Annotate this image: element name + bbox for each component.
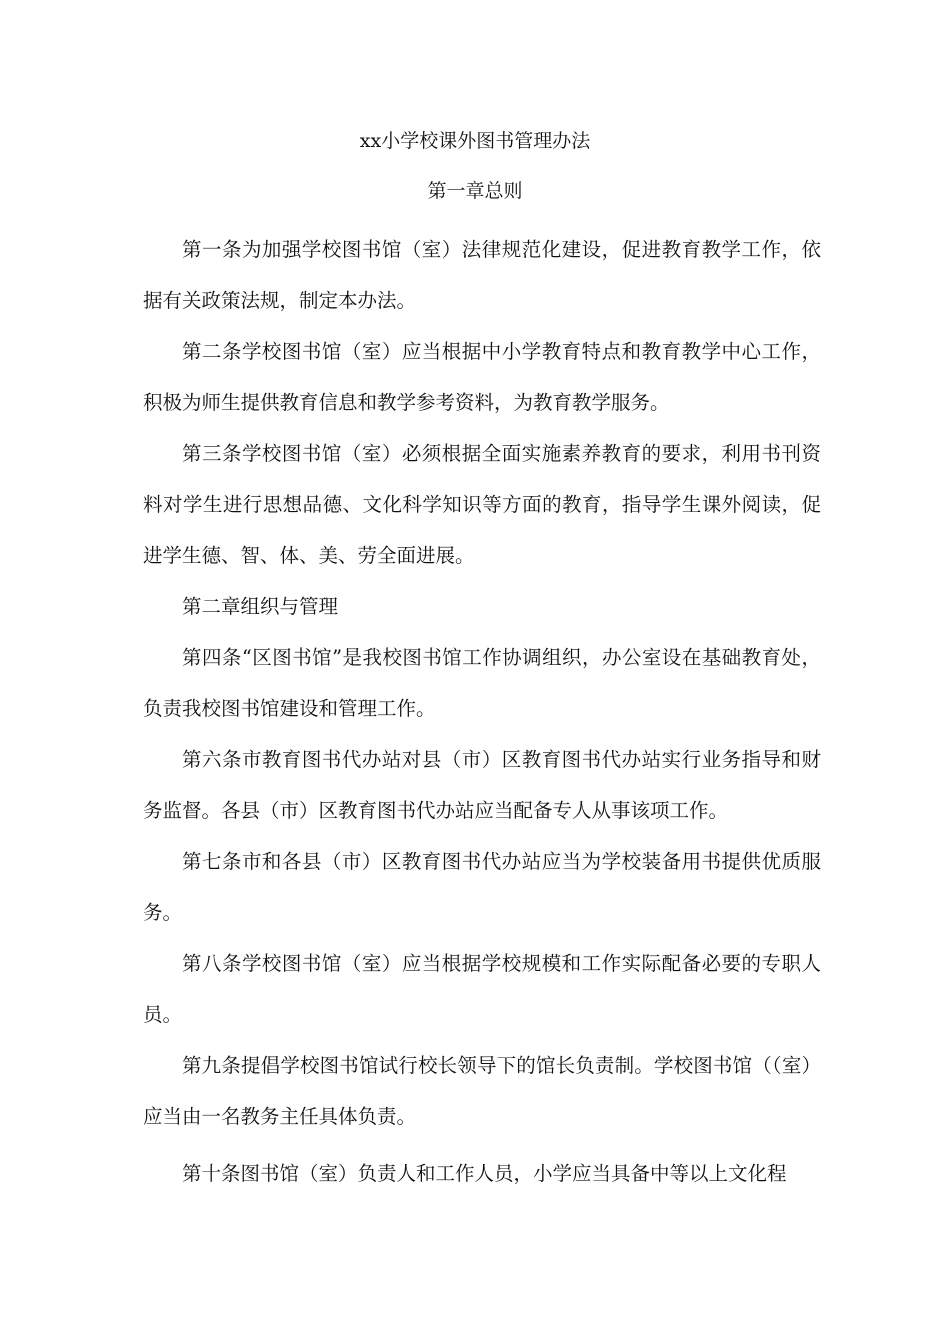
document-body	[143, 224, 821, 1199]
chapter-heading-1: 第一章总则	[427, 180, 523, 202]
document-title: xx小学校课外图书管理办法	[359, 130, 591, 152]
article-8: 第八条学校图书馆（室）应当根据学校规模和工作实际配备必要的专职人员。	[143, 952, 821, 1026]
article-3: 第三条学校图书馆（室）必须根据全面实施素养教育的要求，利用书刊资料对学生进行思想品德、文化科学知识等方面的教育，指导学生课外阅读，促进学生德、智、体、美、劳全面进展。	[143, 442, 821, 567]
article-10: 第十条图书馆（室）负责人和工作人员，小学应当具备中等以上文化程	[182, 1162, 787, 1185]
article-6: 第六条市教育图书代办站对县（市）区教育图书代办站实行业务指导和财务监督。各县（市）区教育图书代办站应当配备专人从事该项工作。	[143, 748, 821, 822]
article-4: 第四条“区图书馆”是我校图书馆工作协调组织，办公室设在基础教育处，负责我校图书馆建设和管理工作。	[143, 646, 821, 720]
article-9: 第九条提倡学校图书馆试行校长领导下的馆长负责制。学校图书馆（（室）应当由一名教务主任具体负责。	[143, 1054, 821, 1128]
article-1: 第一条为加强学校图书馆（室）法律规范化建设，促进教育教学工作，依据有关政策法规，制定本办法。	[143, 238, 821, 312]
chapter-heading-2: 第二章组织与管理	[182, 595, 339, 618]
article-2: 第二条学校图书馆（室）应当根据中小学教育特点和教育教学中心工作，积极为师生提供教育信息和教学参考资料，为教育教学服务。	[143, 340, 821, 414]
article-7: 第七条市和各县（市）区教育图书代办站应当为学校装备用书提供优质服务。	[143, 850, 821, 924]
